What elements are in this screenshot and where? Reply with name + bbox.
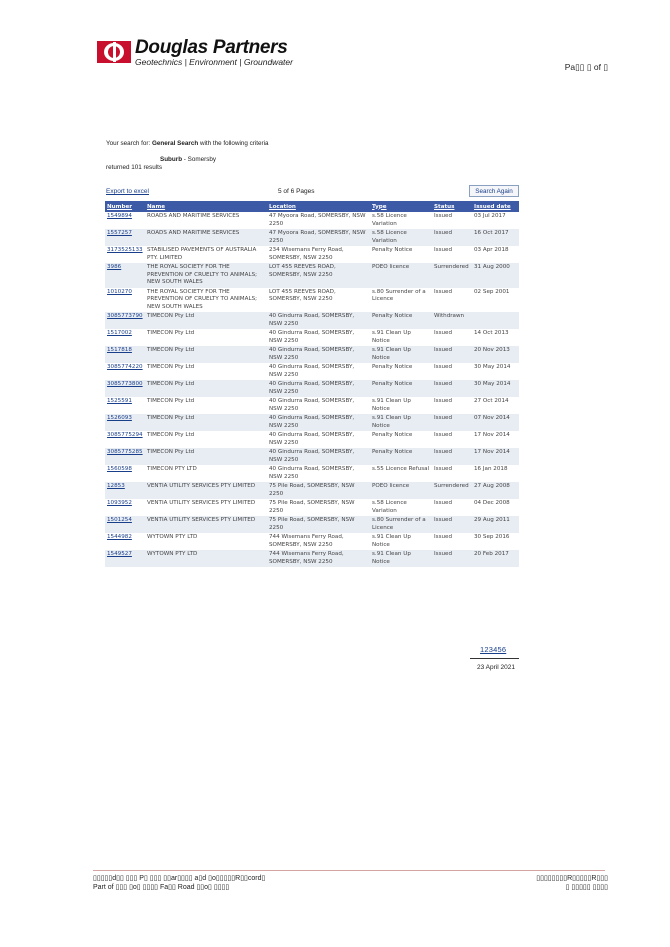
- cell-issued-date: 17 Nov 2014: [474, 432, 510, 438]
- pagination-divider: [470, 658, 519, 659]
- cell-name: TIMECON Pty Ltd: [147, 364, 195, 370]
- table-row: [105, 346, 519, 363]
- cell-number[interactable]: 1560598: [107, 466, 132, 472]
- report-date: 23 April 2021: [477, 664, 515, 671]
- cell-name: TIMECON Pty Ltd: [145, 346, 267, 363]
- cell-number[interactable]: 3986: [105, 263, 145, 288]
- cell-name: TIMECON PTY LTD: [147, 466, 197, 472]
- cell-location: 744 Wisemans Ferry Road, SOMERSBY, NSW 2250: [267, 550, 370, 567]
- cell-name: TIMECON Pty Ltd: [147, 398, 195, 404]
- criteria-value: Somersby: [187, 156, 217, 163]
- cell-status: Issued: [432, 229, 472, 246]
- cell-type: Penalty Notice: [370, 312, 432, 329]
- cell-number[interactable]: 1549894: [107, 213, 132, 219]
- footer-left-line-2: Part of ▯▯▯ ▯o▯ ▯▯▯▯ Fa▯▯ Road ▯▯o▯ ▯▯▯▯: [93, 884, 230, 891]
- footer-left-line-1: ▯▯▯▯▯d▯▯ ▯▯▯ P▯ ▯▯▯ ▯▯ar▯▯▯▯ a▯d ▯o▯▯▯▯▯R▯▯cord▯: [93, 875, 266, 882]
- cell-number[interactable]: 3085774220: [107, 364, 143, 370]
- table-row: [105, 246, 519, 263]
- cell-issued-date: 04 Dec 2008: [474, 500, 510, 506]
- table-row: [105, 329, 519, 346]
- cell-number[interactable]: 3085773800: [105, 380, 145, 397]
- cell-type: POEO licence: [370, 263, 432, 288]
- column-header-name[interactable]: Name: [145, 201, 267, 212]
- table-row: [105, 363, 519, 380]
- cell-location: 75 Pile Road, SOMERSBY, NSW 2250: [267, 482, 370, 499]
- cell-number[interactable]: 3085775285: [105, 448, 145, 465]
- cell-location: 40 Gindurra Road, SOMERSBY, NSW 2250: [269, 466, 355, 480]
- cell-status: Issued: [434, 466, 453, 472]
- cell-type: s.58 Licence Variation: [372, 213, 407, 227]
- table-row: [105, 482, 519, 499]
- brand-tagline: Geotechnics | Environment | Groundwater: [135, 57, 293, 67]
- cell-issued-date: 30 Sep 2016: [474, 534, 510, 540]
- cell-status: Withdrawn: [432, 312, 472, 329]
- cell-location: 47 Myoora Road, SOMERSBY, NSW 2250: [267, 229, 370, 246]
- cell-status: Issued: [434, 398, 453, 404]
- cell-number[interactable]: 1557257: [105, 229, 145, 246]
- cell-location: 47 Myoora Road, SOMERSBY, NSW 2250: [269, 213, 366, 227]
- cell-status: Issued: [432, 516, 472, 533]
- cell-issued-date: 14 Oct 2013: [474, 330, 509, 336]
- cell-number[interactable]: 1526093: [105, 414, 145, 431]
- cell-number[interactable]: 1093952: [107, 500, 132, 506]
- cell-location: 75 Pile Road, SOMERSBY, NSW 2250: [267, 516, 370, 533]
- cell-name: TIMECON Pty Ltd: [145, 312, 267, 329]
- brand-name: Douglas Partners: [135, 37, 288, 58]
- cell-status: Issued: [434, 247, 453, 253]
- cell-type: s.91 Clean Up Notice: [372, 398, 411, 412]
- cell-number[interactable]: 3173525133: [107, 247, 143, 253]
- cell-status: Issued: [434, 432, 453, 438]
- cell-number[interactable]: 1501254: [105, 516, 145, 533]
- cell-type: s.55 Licence Refusal: [372, 466, 430, 472]
- table-row: [105, 263, 519, 288]
- cell-name: THE ROYAL SOCIETY FOR THE PREVENTION OF CRUELTY TO ANIMALS; NEW SOUTH WALES: [147, 288, 258, 310]
- table-header-row: [105, 201, 519, 212]
- table-row: [105, 499, 519, 516]
- cell-status: Issued: [434, 534, 453, 540]
- cell-issued-date: 29 Aug 2011: [472, 516, 519, 533]
- cell-number[interactable]: 1525591: [107, 398, 132, 404]
- cell-status: Issued: [434, 500, 453, 506]
- table-row: [105, 312, 519, 329]
- cell-number[interactable]: 1517818: [105, 346, 145, 363]
- cell-issued-date: 02 Sep 2001: [474, 288, 510, 295]
- cell-issued-date: [472, 312, 519, 329]
- cell-type: s.58 Licence Variation: [372, 500, 407, 514]
- search-description: [106, 140, 269, 147]
- cell-type: Penalty Notice: [372, 247, 413, 253]
- cell-location: 40 Gindurra Road, SOMERSBY, NSW 2250: [269, 398, 355, 412]
- cell-type: Penalty Notice: [372, 432, 413, 438]
- table-row: [105, 397, 519, 414]
- cell-number[interactable]: 3085775294: [107, 432, 143, 438]
- cell-name: WYTOWN PTY LTD: [147, 534, 198, 540]
- cell-number[interactable]: 1517002: [107, 330, 132, 336]
- search-again-button[interactable]: Search Again: [469, 185, 519, 197]
- column-header-issued-date[interactable]: Issued date: [472, 201, 519, 212]
- table-row: [105, 288, 519, 313]
- cell-location: LOT 455 REEVES ROAD, SOMERSBY, NSW 2250: [269, 288, 336, 302]
- cell-name: VENTIA UTILITY SERVICES PTY LIMITED: [147, 500, 256, 506]
- results-count: returned 101 results: [106, 164, 163, 171]
- cell-status: Issued: [434, 213, 453, 219]
- cell-location: 40 Gindurra Road, SOMERSBY, NSW 2250: [267, 380, 370, 397]
- cell-location: 234 Wisemans Ferry Road, SOMERSBY, NSW 2250: [269, 247, 344, 261]
- cell-name: VENTIA UTILITY SERVICES PTY LIMITED: [145, 482, 267, 499]
- cell-issued-date: 31 Aug 2000: [472, 263, 519, 288]
- cell-status: Issued: [432, 346, 472, 363]
- cell-type: s.91 Clean Up Notice: [372, 330, 411, 344]
- cell-name: TIMECON Pty Ltd: [145, 380, 267, 397]
- cell-issued-date: 20 Feb 2017: [472, 550, 519, 567]
- cell-location: 40 Gindurra Road, SOMERSBY, NSW 2250: [267, 448, 370, 465]
- table-row: [105, 550, 519, 567]
- column-header-location[interactable]: Location: [267, 201, 370, 212]
- column-header-status[interactable]: Status: [432, 201, 472, 212]
- cell-issued-date: 03 Apr 2018: [474, 247, 509, 253]
- cell-name: THE ROYAL SOCIETY FOR THE PREVENTION OF CRUELTY TO ANIMALS; NEW SOUTH WALES: [145, 263, 267, 288]
- cell-type: s.91 Clean Up Notice: [370, 346, 432, 363]
- results-table-body: [105, 212, 519, 567]
- cell-location: 40 Gindurra Road, SOMERSBY, NSW 2250: [267, 346, 370, 363]
- cell-name: TIMECON Pty Ltd: [145, 414, 267, 431]
- export-to-excel-link[interactable]: Export to excel: [106, 188, 149, 195]
- column-header-type[interactable]: Type: [370, 201, 432, 212]
- company-logo: [97, 37, 312, 70]
- criteria-label: Suburb: [160, 156, 183, 163]
- cell-number[interactable]: 3085773790: [105, 312, 145, 329]
- criteria-separator: -: [182, 156, 188, 163]
- footer-divider: [93, 870, 605, 871]
- cell-issued-date: 27 Oct 2014: [474, 398, 509, 404]
- table-row: [105, 516, 519, 533]
- cell-status: Issued: [432, 414, 472, 431]
- cell-name: ROADS AND MARITIME SERVICES: [145, 229, 267, 246]
- cell-type: s.80 Surrender of a Licence: [370, 516, 432, 533]
- cell-number[interactable]: 1544982: [107, 534, 132, 540]
- cell-name: ROADS AND MARITIME SERVICES: [147, 213, 240, 219]
- page-indicator: 5 of 6 Pages: [278, 188, 315, 195]
- table-row: [105, 465, 519, 482]
- cell-type: Penalty Notice: [370, 380, 432, 397]
- cell-status: Issued: [432, 550, 472, 567]
- cell-status: Issued: [432, 448, 472, 465]
- cell-location: LOT 455 REEVES ROAD, SOMERSBY, NSW 2250: [267, 263, 370, 288]
- cell-location: 40 Gindurra Road, SOMERSBY, NSW 2250: [267, 312, 370, 329]
- table-row: [105, 431, 519, 448]
- pagination-links[interactable]: 123456: [480, 645, 507, 654]
- column-header-number[interactable]: Number: [105, 201, 145, 212]
- cell-location: 40 Gindurra Road, SOMERSBY, NSW 2250: [269, 432, 355, 446]
- table-row: [105, 414, 519, 431]
- cell-location: 744 Wisemans Ferry Road, SOMERSBY, NSW 2250: [269, 534, 344, 548]
- footer-right-line-2: ▯ ▯▯▯▯▯ ▯▯▯▯: [565, 884, 608, 891]
- cell-issued-date: 03 Jul 2017: [474, 213, 506, 219]
- cell-issued-date: 30 May 2014: [474, 364, 511, 370]
- cell-issued-date: 07 Nov 2014: [472, 414, 519, 431]
- cell-status: Issued: [432, 380, 472, 397]
- cell-type: s.91 Clean Up Notice: [372, 534, 411, 548]
- cell-type: s.80 Surrender of a Licence: [372, 288, 426, 302]
- footer-right-line-1: ▯▯▯▯▯▯▯▯R▯▯▯▯▯R▯▯▯: [536, 875, 608, 882]
- cell-issued-date: 16 Oct 2017: [472, 229, 519, 246]
- cell-name: TIMECON Pty Ltd: [145, 448, 267, 465]
- cell-name: TIMECON Pty Ltd: [147, 330, 195, 336]
- cell-number[interactable]: 12853: [105, 482, 145, 499]
- table-row: [105, 448, 519, 465]
- cell-name: TIMECON Pty Ltd: [147, 432, 195, 438]
- search-criteria: [160, 156, 216, 163]
- cell-issued-date: 30 May 2014: [472, 380, 519, 397]
- cell-type: s.91 Clean Up Notice: [370, 414, 432, 431]
- cell-number[interactable]: 1549527: [105, 550, 145, 567]
- cell-type: Penalty Notice: [372, 364, 413, 370]
- cell-number[interactable]: 1010270: [107, 288, 132, 295]
- cell-issued-date: 16 Jan 2018: [474, 466, 508, 472]
- cell-status: Issued: [434, 330, 453, 336]
- cell-issued-date: 20 Nov 2013: [472, 346, 519, 363]
- cell-status: Surrendered: [432, 263, 472, 288]
- search-suffix: with the following criteria: [199, 140, 269, 147]
- table-row: [105, 533, 519, 550]
- table-row: [105, 212, 519, 229]
- cell-status: Issued: [434, 288, 453, 295]
- search-mode: General Search: [151, 140, 199, 147]
- cell-issued-date: 27 Aug 2008: [472, 482, 519, 499]
- douglas-partners-logo-icon: [97, 41, 131, 63]
- cell-location: 75 Pile Road, SOMERSBY, NSW 2250: [269, 500, 355, 514]
- page-number: Pa▯▯ ▯ of ▯: [564, 62, 608, 72]
- cell-issued-date: 17 Nov 2014: [472, 448, 519, 465]
- cell-location: 40 Gindurra Road, SOMERSBY, NSW 2250: [269, 364, 355, 378]
- cell-type: s.58 Licence Variation: [370, 229, 432, 246]
- table-row: [105, 229, 519, 246]
- search-prefix: Your search for:: [106, 140, 151, 147]
- table-row: [105, 380, 519, 397]
- cell-status: Issued: [434, 364, 453, 370]
- cell-location: 40 Gindurra Road, SOMERSBY, NSW 2250: [267, 414, 370, 431]
- cell-status: Surrendered: [432, 482, 472, 499]
- cell-type: s.91 Clean Up Notice: [370, 550, 432, 567]
- cell-location: 40 Gindurra Road, SOMERSBY, NSW 2250: [269, 330, 355, 344]
- cell-name: STABILISED PAVEMENTS OF AUSTRALIA PTY. LIMITED: [147, 247, 257, 261]
- results-table: [105, 201, 519, 567]
- cell-name: WYTOWN PTY LTD: [145, 550, 267, 567]
- cell-name: VENTIA UTILITY SERVICES PTY LIMITED: [145, 516, 267, 533]
- cell-type: POEO licence: [370, 482, 432, 499]
- cell-type: Penalty Notice: [370, 448, 432, 465]
